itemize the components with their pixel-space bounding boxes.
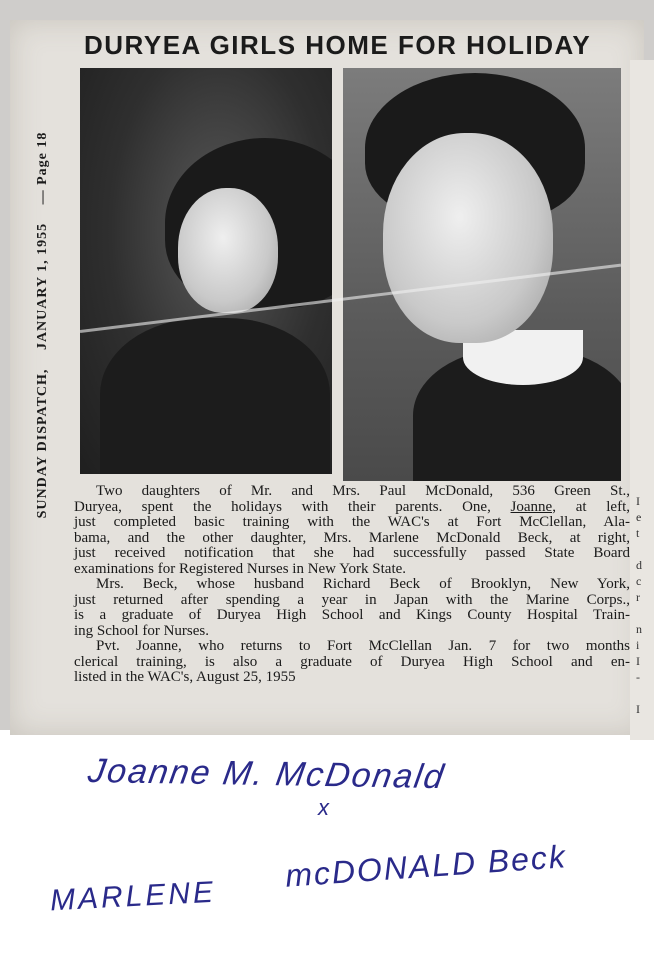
column-fragment: I: [636, 702, 640, 716]
coat-shape: [100, 318, 330, 474]
column-fragment: i: [636, 638, 640, 652]
article-line: clerical training, is also a graduate of Duryea High School and en-: [74, 653, 630, 670]
handwritten-name-joanne: Joanne M. McDonald: [85, 751, 448, 797]
article-line: Mrs. Beck, whose husband Richard Beck of Brooklyn, New York,: [96, 576, 630, 592]
article-line: is a graduate of Duryea High School and Kings County Hospital Train-: [74, 607, 630, 623]
article-line: Two daughters of Mr. and Mrs. Paul McDonald, 536 Green St.,: [96, 483, 630, 499]
headline: DURYEA GIRLS HOME FOR HOLIDAY: [84, 30, 592, 60]
dateline-page: — Page 18: [35, 131, 50, 205]
column-fragment: t: [636, 526, 640, 540]
article-line: Duryea, spent the holidays with their parents. One, Joanne, at left,: [74, 498, 630, 515]
article-line: just returned after spending a year in Japan with the Marine Corps.,: [74, 591, 630, 608]
dateline-paper: SUNDAY DISPATCH,: [35, 368, 50, 519]
article-line: listed in the WAC's, August 25, 1955: [74, 669, 296, 685]
handwritten-name-marlene-first: MARLENE: [49, 875, 217, 918]
photo-marlene: [343, 68, 621, 481]
column-fragment: I: [636, 494, 640, 508]
dateline-date: JANUARY 1, 1955: [35, 222, 50, 351]
article-line: Pvt. Joanne, who returns to Fort McClellan Jan. 7 for two months: [96, 638, 630, 654]
article-line: examinations for Registered Nurses in New York State.: [74, 560, 407, 577]
column-fragment: e: [636, 510, 642, 524]
dateline: [35, 132, 51, 519]
column-fragment: I: [636, 654, 640, 668]
column-fragment: r: [636, 590, 640, 604]
article-line: bama, and the other daughter, Mrs. Marlene McDonald Beck, at right,: [74, 529, 630, 546]
handwritten-mark: x: [318, 795, 329, 820]
column-fragment: n: [636, 622, 642, 636]
white-label-patch: [38, 762, 66, 796]
article-body: [74, 484, 630, 686]
handwritten-name-marlene-last: mcDONALD Beck: [284, 838, 568, 894]
face-shape: [178, 188, 278, 313]
column-fragment: -: [636, 670, 640, 684]
adjacent-column-strip: [630, 60, 654, 740]
underlined-name: Joanne,: [510, 498, 556, 515]
article-line: just received notification that she had successfully passed State Board: [74, 545, 630, 561]
column-fragment: d: [636, 558, 642, 572]
column-fragment: c: [636, 574, 642, 588]
face-shape: [383, 133, 553, 343]
article-line: just completed basic training with the WAC's at Fort McClellan, Ala-: [74, 514, 630, 530]
photo-joanne: [80, 68, 332, 474]
white-label-patch: [72, 930, 106, 953]
article-line: ing School for Nurses.: [74, 622, 209, 639]
